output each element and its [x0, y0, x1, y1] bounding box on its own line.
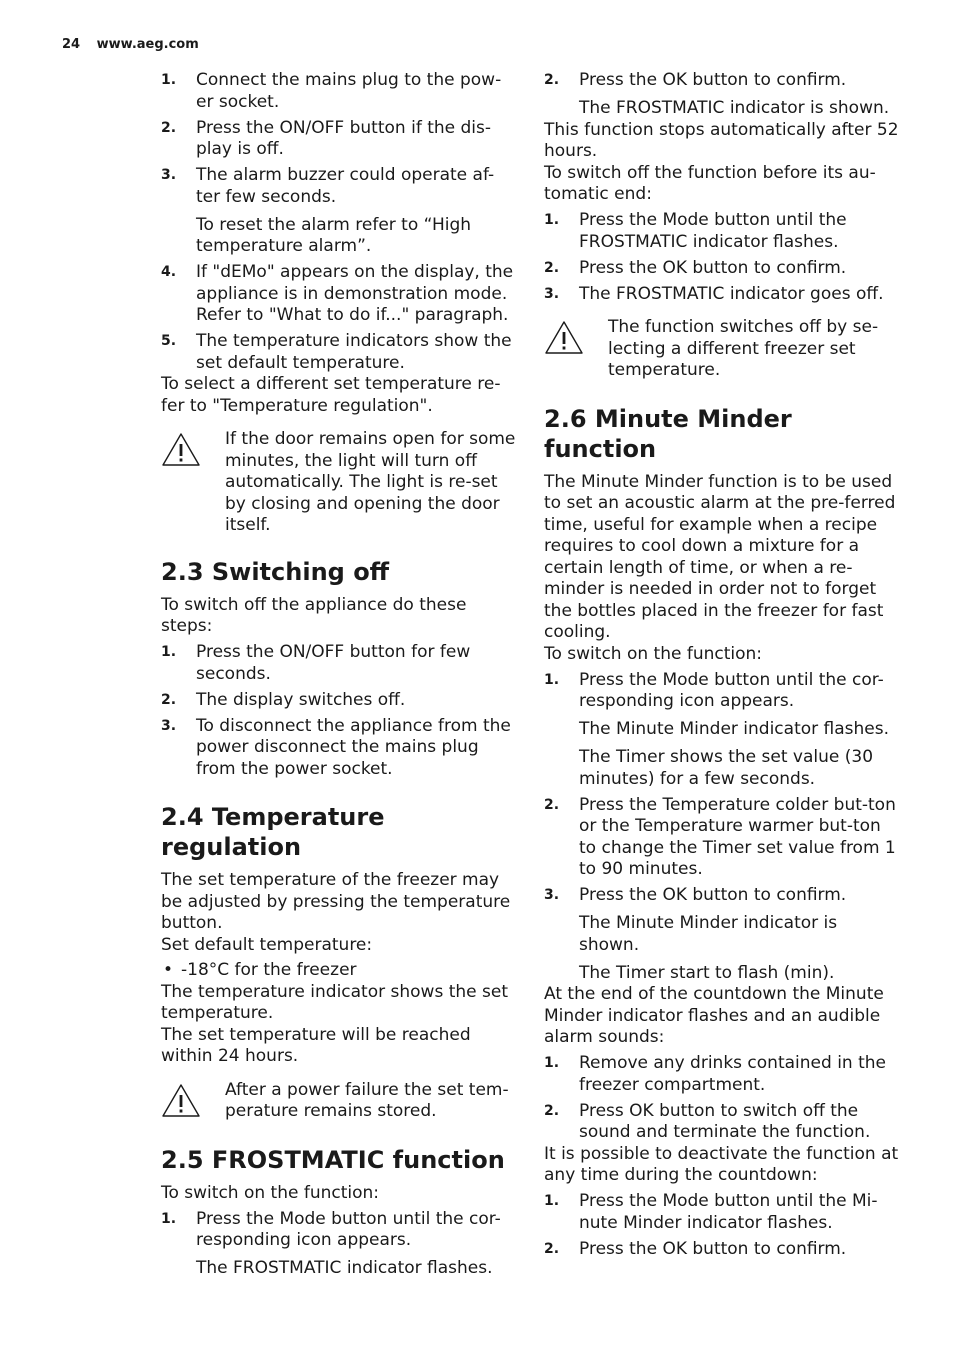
list-item	[161, 960, 516, 982]
list-item	[161, 716, 516, 781]
step-number: 4.	[161, 264, 177, 280]
step-text: Press the OK button to confirm.	[579, 885, 847, 905]
step-note: The FROSTMATIC indicator is shown.	[579, 98, 890, 118]
section-title: Switching off	[211, 557, 390, 586]
section-number: 2.5	[161, 1145, 204, 1174]
list-item	[161, 1209, 516, 1252]
step-number: 1.	[161, 1210, 177, 1227]
right-column	[544, 70, 900, 1260]
step-number: 1.	[544, 671, 560, 688]
section-heading	[161, 1145, 516, 1175]
warning-note	[544, 317, 900, 382]
warning-text: If the door remains open for some minutes, the light will turn off automatically. The light is re-set by closing and opening the door itself.	[225, 429, 516, 535]
page-header	[62, 37, 199, 52]
paragraph: To switch off the appliance do these steps:	[161, 594, 467, 636]
list-item	[544, 795, 900, 881]
step-number: 1.	[161, 644, 177, 660]
warning-note	[161, 429, 516, 537]
section-title: FROSTMATIC function	[211, 1145, 505, 1174]
step-text: To disconnect the appliance from the power disconnect the mains plug from the power socket.	[196, 715, 511, 779]
paragraph: This function stops automatically after 52 hours.	[544, 119, 899, 161]
section-heading	[161, 557, 516, 587]
step-text: Connect the mains plug to the pow-er socket.	[196, 70, 502, 112]
step-note: The FROSTMATIC indicator flashes.	[196, 1258, 493, 1278]
step-text: The display switches off.	[196, 689, 406, 710]
list-item	[544, 1053, 900, 1096]
step-note: To reset the alarm refer to “High temperature alarm”.	[196, 214, 472, 256]
paragraph: To switch off the function before its au-tomatic end:	[544, 162, 876, 204]
step-number: 3.	[161, 717, 177, 734]
step-number: 2.	[161, 119, 177, 136]
step-number: 2.	[544, 1102, 560, 1119]
step-number: 1.	[544, 1193, 560, 1209]
paragraph: To select a different set temperature re-fer to "Temperature regulation".	[161, 374, 501, 416]
paragraph: The set temperature of the freezer may be adjusted by pressing the temperature button.	[161, 870, 511, 933]
step-text: Press the Mode button until the Mi-nute Minder indicator flashes.	[579, 1191, 878, 1233]
paragraph: It is possible to deactivate the function at any time during the countdown:	[544, 1143, 899, 1185]
section-number: 2.4	[161, 803, 204, 831]
step-text: Press the OK button to confirm.	[579, 257, 847, 278]
paragraph: The set temperature will be reached within 24 hours.	[161, 1024, 471, 1066]
list-item	[544, 1101, 900, 1144]
section-number: 2.6	[544, 404, 587, 433]
list-item	[544, 210, 900, 253]
bullet-dot: •	[163, 960, 174, 980]
step-number: 2.	[544, 72, 560, 88]
list-item	[544, 258, 900, 280]
warning-text: The function switches off by se-lecting a different freezer set temperature.	[608, 317, 879, 380]
step-number: 3.	[161, 167, 177, 183]
step-text: If "dEMo" appears on the display, the appliance is in demonstration mode. Refer to "What to do if..." paragraph.	[196, 262, 514, 325]
step-note: The Minute Minder indicator is shown.	[579, 913, 838, 955]
list-item	[544, 284, 900, 306]
page-number: 24	[62, 37, 81, 52]
section-title: Minute Minder function	[544, 404, 792, 463]
section-number: 2.3	[161, 557, 204, 586]
step-number: 1.	[544, 212, 560, 228]
paragraph: The temperature indicator shows the set temperature.	[161, 981, 508, 1023]
step-number: 2.	[544, 259, 560, 276]
website-url: www.aeg.com	[96, 37, 199, 52]
step-text: Press OK button to switch off the sound and terminate the function.	[579, 1100, 871, 1142]
step-number: 2.	[544, 1240, 560, 1257]
step-text: The temperature indicators show the set default temperature.	[196, 331, 512, 373]
step-text: The alarm buzzer could operate af-ter few seconds.	[196, 165, 495, 207]
step-note: The Minute Minder indicator flashes.	[579, 719, 890, 739]
step-number: 3.	[544, 285, 560, 302]
warning-triangle-icon	[161, 432, 201, 468]
step-number: 1.	[544, 1055, 560, 1071]
paragraph: At the end of the countdown the Minute Minder indicator flashes and an audible alarm sounds:	[544, 984, 884, 1047]
list-item	[161, 690, 516, 712]
paragraph: The Minute Minder function is to be used to set an acoustic alarm at the pre-ferred time, useful for example when a recipe requires to cool down a mixture for a certain length of time, or when a re-minder is needed in order not to forget the bottles placed in the freezer for fast cooling.	[544, 471, 896, 642]
list-item	[161, 262, 516, 327]
left-column	[161, 70, 516, 1280]
step-number: 5.	[161, 333, 177, 349]
step-text: Press the ON/OFF button for few seconds.	[196, 642, 471, 684]
step-note: The Timer shows the set value (30 minutes) for a few seconds.	[579, 747, 874, 789]
section-heading	[544, 404, 900, 464]
step-text: Remove any drinks contained in the freezer compartment.	[579, 1053, 886, 1095]
step-text: Press the OK button to confirm.	[579, 1238, 847, 1259]
step-text: Press the Mode button until the cor-responding icon appears.	[196, 1208, 501, 1250]
step-number: 2.	[544, 796, 560, 813]
step-number: 1.	[161, 72, 177, 88]
section-title: Temperature regulation	[161, 803, 385, 861]
warning-triangle-icon	[161, 1083, 201, 1119]
step-text: Press the Temperature colder but-ton or the Temperature warmer but-ton to change the Timer set value from 1 to 90 minutes.	[579, 794, 896, 879]
list-item	[161, 165, 516, 208]
warning-text: After a power failure the set tem-perature remains stored.	[225, 1079, 509, 1121]
bullet-text: -18°C for the freezer	[181, 960, 357, 980]
paragraph: To switch on the function:	[544, 643, 763, 664]
step-note: The Timer start to flash (min).	[579, 962, 835, 983]
list-item	[161, 642, 516, 685]
warning-note	[161, 1080, 516, 1123]
step-number: 2.	[161, 691, 177, 708]
section-heading	[161, 802, 516, 862]
warning-triangle-icon	[544, 320, 584, 356]
paragraph: Set default temperature:	[161, 934, 373, 955]
list-item	[544, 70, 900, 92]
list-item	[161, 70, 516, 113]
list-item	[161, 331, 516, 374]
list-item	[544, 670, 900, 713]
step-number: 3.	[544, 887, 560, 903]
step-text: Press the Mode button until the cor-responding icon appears.	[579, 669, 884, 711]
step-text: Press the OK button to confirm.	[579, 70, 847, 90]
list-item	[544, 1191, 900, 1234]
list-item	[544, 885, 900, 907]
list-item	[161, 118, 516, 161]
paragraph: To switch on the function:	[161, 1182, 380, 1203]
step-text: The FROSTMATIC indicator goes off.	[579, 283, 884, 304]
list-item	[544, 1239, 900, 1261]
step-text: Press the Mode button until the FROSTMATIC indicator flashes.	[579, 210, 847, 252]
step-text: Press the ON/OFF button if the dis-play is off.	[196, 117, 492, 159]
